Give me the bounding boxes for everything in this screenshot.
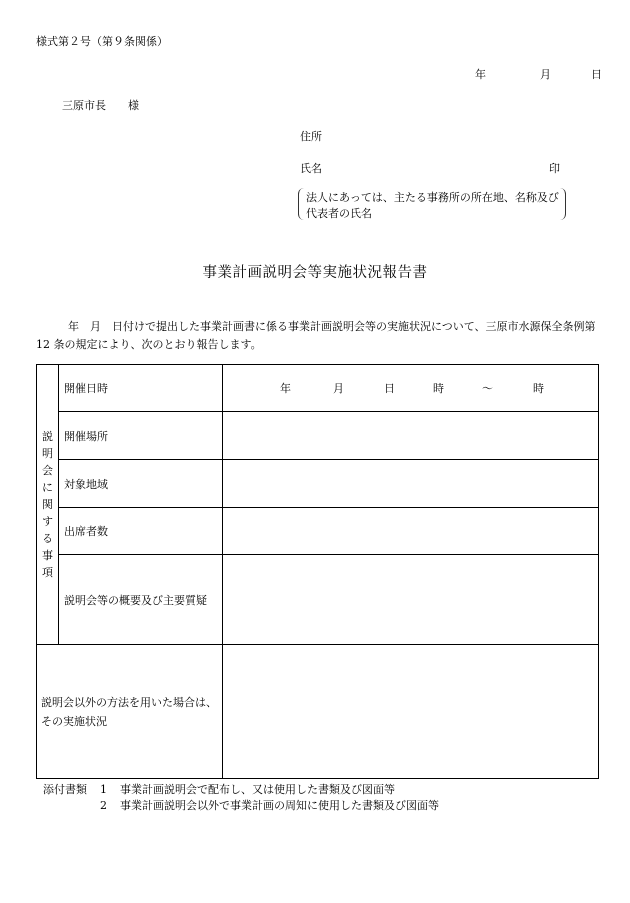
attachments: [43, 782, 439, 814]
name-label: 氏名: [300, 162, 322, 175]
table-row: [37, 365, 599, 412]
report-table: [36, 364, 599, 779]
date-line: [475, 66, 602, 82]
venue-field[interactable]: [223, 412, 599, 460]
attendees-field[interactable]: [223, 508, 599, 555]
table-row: [37, 460, 599, 508]
datetime-field[interactable]: 年 月 日 時 ～ 時: [223, 365, 599, 412]
address-label: 住所: [300, 130, 322, 143]
page-title: 事業計画説明会等実施状況報告書: [202, 265, 428, 281]
body-paragraph: [36, 318, 596, 354]
seal-mark: 印: [549, 162, 560, 175]
table-row: [37, 645, 599, 779]
form-id: 様式第２号（第９条関係）: [36, 35, 168, 48]
table-row: [37, 508, 599, 555]
summary-field[interactable]: [223, 555, 599, 645]
body-paragraph-text: 年 月 日付けで提出した事業計画書に係る事業計画説明会等の実施状況について、三原市水源保全条例第 12 条の規定により、次のとおり報告します。: [36, 320, 596, 351]
date-day-label: 日: [591, 68, 602, 81]
group-label: 説 明 会 に 関 す る 事 項: [42, 430, 53, 579]
row-label-target-area: 対象地域: [59, 460, 223, 508]
other-method-label: 説明会以外の方法を用いた場合は、その実施状況: [37, 645, 223, 779]
corporate-note: 法人にあっては、主たる事務所の所在地、名称及び代表者の氏名: [298, 188, 566, 220]
row-label-attendees: 出席者数: [59, 508, 223, 555]
row-label-summary: 説明会等の概要及び主要質疑: [59, 555, 223, 645]
attachment-item: 添付書類 1 事業計画説明会で配布し、又は使用した書類及び図面等: [43, 783, 395, 796]
attachment-item: 2 事業計画説明会以外で事業計画の周知に使用した書類及び図面等: [100, 799, 439, 812]
attachments-label: 添付書類: [43, 783, 87, 796]
row-label-venue: 開催場所: [59, 412, 223, 460]
target-area-field[interactable]: [223, 460, 599, 508]
row-label-datetime: 開催日時: [59, 365, 223, 412]
table-row: [37, 412, 599, 460]
group-label-cell: [37, 365, 59, 645]
date-month-label: 月: [540, 68, 551, 81]
addressee: 三原市長 様: [62, 99, 139, 112]
table-row: [37, 555, 599, 645]
date-year-label: 年: [475, 68, 486, 81]
other-method-field[interactable]: [223, 645, 599, 779]
